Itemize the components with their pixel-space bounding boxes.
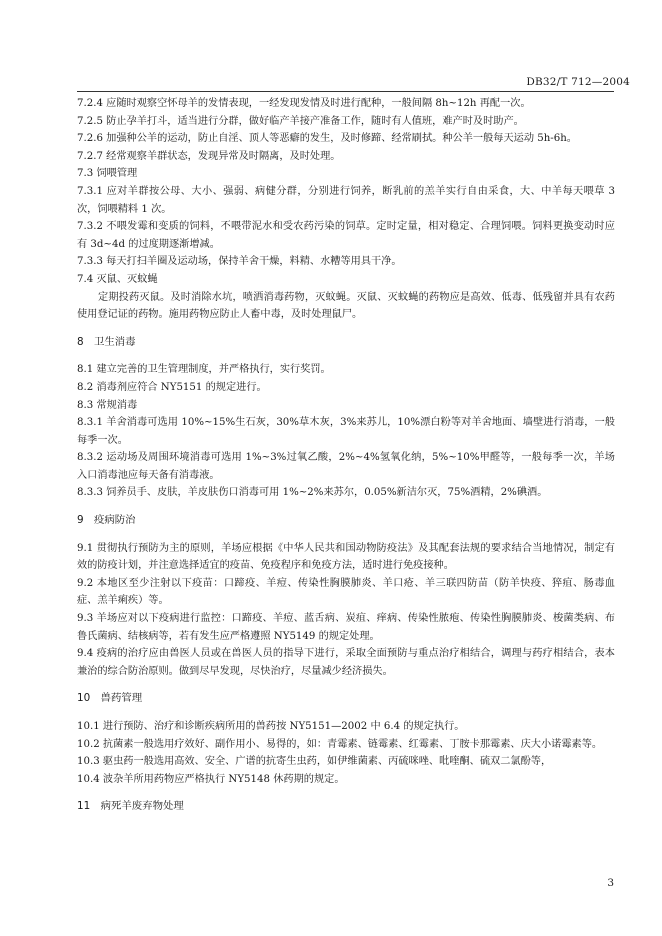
clause-7-3-1: 7.3.1 应对羊群按公母、大小、强弱、病健分群，分别进行饲养，断乳前的羔羊实行自由采食，大、中羊每天喂草 3 次，饲喂精料 1 次。	[77, 185, 615, 215]
standard-code: DB32/T 712—2004	[526, 76, 630, 88]
clause-9-2: 9.2 本地区至少注射以下疫苗：口蹄疫、羊痘、传染性胸膜肺炎、羊口疮、羊三联四防苗（防羊快疫、猝疽、肠毒血症、羔羊痢疾）等。	[77, 577, 615, 607]
section-11-heading: 11 病死羊废弃物处理	[77, 800, 184, 813]
clause-8-3-3: 8.3.3 饲养员手、皮肤，羊皮肤伤口消毒可用 1%~2%来苏尔，0.05%新洁尔灭，75%酒精，2%碘酒。	[77, 487, 548, 499]
clause-8-2: 8.2 消毒剂应符合 NY5151 的规定进行。	[77, 381, 267, 393]
clause-10-1: 10.1 进行预防、治疗和诊断疾病所用的兽药按 NY5151—2002 中 6.4 的规定执行。	[77, 721, 465, 732]
heading-7-4: 7.4 灭鼠、灭蚊蝇	[77, 273, 158, 285]
clause-7-3-2: 7.3.2 不喂发霉和变质的饲料，不喂带泥水和受农药污染的饲草。定时定量，相对稳定、合理饲喂。饲料更换变动时应有 3d~4d 的过度期逐渐增减。	[77, 221, 615, 250]
clause-7-4-text: 定期投药灭鼠。及时消除水坑，喷洒消毒药物，灭蚊蝇。灭鼠、灭蚊蝇的药物应是高效、低毒、低残留并具有农药使用登记证的药物。施用药物应防止人畜中毒，及时处理鼠尸。	[77, 291, 615, 321]
clause-7-3-3: 7.3.3 每天打扫羊圈及运动场，保持羊舍干燥，料精、水糟等用具干净。	[77, 256, 402, 268]
clause-10-3: 10.3 驱虫药一般选用高效、安全、广谱的抗寄生虫药，如伊维菌素、丙硫咪唑、吡喹酮、硫双二氯酚等，	[77, 756, 552, 768]
section-8-heading: 8 卫生消毒	[77, 335, 136, 348]
clause-7-2-4: 7.2.4 应随时观察空怀母羊的发情表现，一经发现发情及时进行配种，一般间隔 8h~12h 再配一次。	[77, 98, 531, 109]
section-10-heading: 10 兽药管理	[77, 692, 143, 705]
clause-9-1: 9.1 贯彻执行预防为主的原则，羊场应根据《中华人民共和国动物防疫法》及其配套法规的要求结合当地情况，制定有效的防疫计划，并注意选择适宜的疫苗、免疫程序和免疫方法，适时进行免疫接种。	[77, 542, 615, 572]
clause-10-4: 10.4 波杂羊所用药物应严格执行 NY5148 休药期的规定。	[77, 773, 345, 785]
clause-9-4: 9.4 疫病的治疗应由兽医人员或在兽医人员的指导下进行，采取全面预防与重点治疗相结合，调理与药疗相结合，表本兼治的综合防治原则。做到尽早发现，尽快治疗，尽量减少经济损失。	[77, 648, 615, 677]
clause-7-2-7: 7.2.7 经常观察羊群状态，发现异常及时隔离，及时处理。	[77, 150, 341, 162]
clause-8-3-1: 8.3.1 羊舍消毒可选用 10%~15%生石灰，30%草木灰，3%来苏儿，10%漂白粉等对羊舍地面、墙壁进行消毒，一般每季一次。	[77, 417, 615, 446]
section-9-heading: 9 疫病防治	[77, 514, 136, 527]
clause-8-3-2: 8.3.2 运动场及周围环境消毒可选用 1%~3%过氧乙酸，2%~4%氢氧化纳，5%~10%甲醛等，一般每季一次，羊场入口消毒池应每天备有消毒液。	[77, 452, 615, 481]
page-number: 3	[607, 877, 614, 889]
header-rule	[77, 91, 614, 92]
clause-7-2-6: 7.2.6 加强种公羊的运动，防止自淫、顶人等恶癖的发生，及时修蹄、经常刷拭。种公羊一般每天运动 5h-6h。	[77, 133, 577, 145]
clause-7-2-5: 7.2.5 防止孕羊打斗，适当进行分群，做好临产羊接产准备工作，随时有人值班，难产时及时助产。	[77, 115, 524, 127]
clause-10-2: 10.2 抗菌素一般选用疗效好、副作用小、易得的，如：青霉素、链霉素、红霉素、丁胺卡那霉素、庆大小诺霉素等。	[77, 738, 603, 750]
heading-8-3: 8.3 常规消毒	[77, 399, 138, 411]
heading-7-3: 7.3 饲喂管理	[77, 168, 138, 180]
clause-9-3: 9.3 羊场应对以下疫病进行监控：口蹄疫、羊痘、蓝舌病、炭疽、痒病、传染性脓疱、传染性胸膜肺炎、梭菌类病、布鲁氏菌病、结核病等，若有发生应严格遵照 NY5149 的规定处理。	[77, 613, 615, 642]
document-body	[77, 95, 615, 816]
clause-8-1: 8.1 建立完善的卫生管理制度，并严格执行，实行奖罚。	[77, 364, 331, 376]
